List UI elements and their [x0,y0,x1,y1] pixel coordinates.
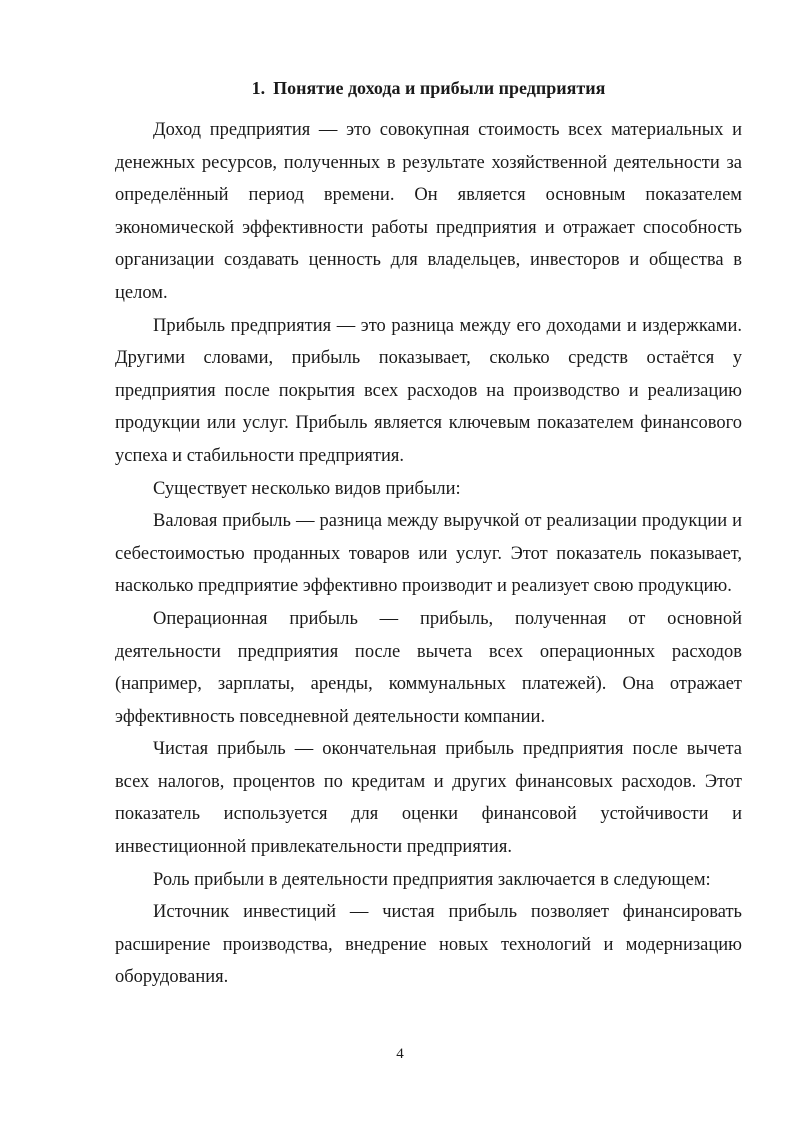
body-text [115,114,742,994]
paragraph-investment-source: Источник инвестиций — чистая прибыль позволяет финансировать расширение производства, внедрение новых технологий и модернизацию оборудования. [115,902,742,988]
section-title: Понятие дохода и прибыли предприятия [273,78,606,98]
page-number: 4 [396,1046,404,1062]
section-heading [115,76,742,100]
paragraph-net-profit: Чистая прибыль — окончательная прибыль предприятия после вычета всех налогов, процентов по кредитам и других финансовых расходов. Этот показатель используется для оценки финансовой устойчивости и инвестиционной привлекательности предприятия. [115,739,742,858]
paragraph-profit-definition: Прибыль предприятия — это разница между его доходами и издержками. Другими словами, прибыль показывает, сколько средств остаётся у предприятия после покрытия всех расходов на производство и реализацию продукции или услуг. Прибыль является ключевым показателем финансового успеха и стабильности предприятия. [115,315,742,466]
paragraph-gross-profit: Валовая прибыль — разница между выручкой от реализации продукции и себестоимостью проданных товаров или услуг. Этот показатель показывает, насколько предприятие эффективно производит и реализует свою продукцию. [115,511,742,597]
paragraph-operating-profit: Операционная прибыль — прибыль, полученная от основной деятельности предприятия после вычета всех операционных расходов (например, зарплаты, аренды, коммунальных платежей). Она отражает эффективность повседневной деятельности компании. [115,608,742,727]
paragraph-profit-types-intro: Существует несколько видов прибыли: [153,478,461,499]
paragraph-income-definition: Доход предприятия — это совокупная стоимость всех материальных и денежных ресурсов, полученных в результате хозяйственной деятельности за определённый период времени. Он является основным показателем экономической эффективности работы предприятия и отражает способность организации создавать ценность для владельцев, инвесторов и общества в целом. [115,120,742,303]
section-number: 1. [251,78,266,98]
paragraph-profit-role-intro: Роль прибыли в деятельности предприятия заключается в следующем: [153,869,711,890]
